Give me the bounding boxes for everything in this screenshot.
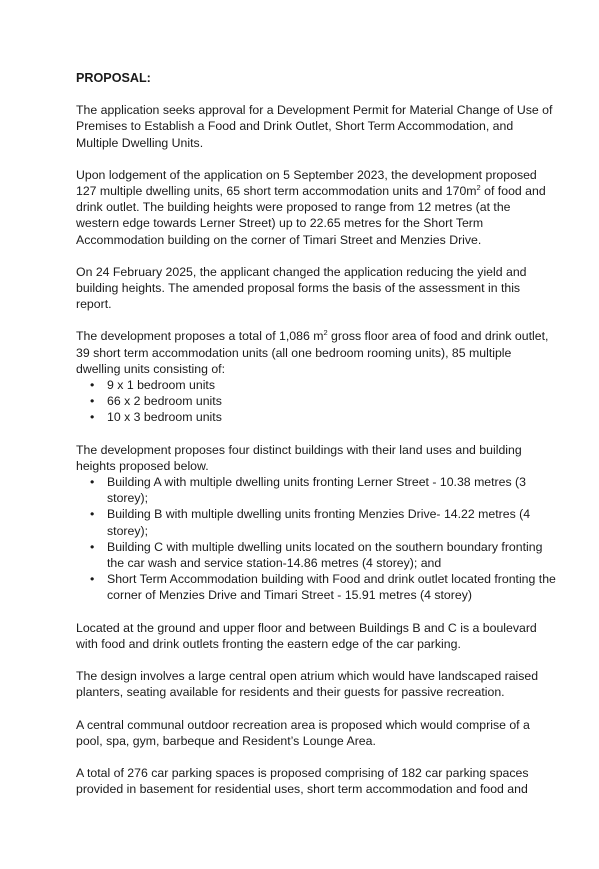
document-page [76, 70, 556, 813]
unit-mix-list [76, 377, 556, 426]
paragraph-boulevard: Located at the ground and upper floor and between Buildings B and C is a boulevard with food and drink outlets fronting the eastern edge of the car parking. [76, 620, 537, 651]
paragraph-atrium: The design involves a large central open atrium which would have landscaped raised planters, seating available for residents and their guests for passive recreation. [76, 669, 539, 700]
paragraph-application-summary: The application seeks approval for a Development Permit for Material Change of Use of Premises to Establish a Food and Drink Outlet, Short Term Accommodation, and Multiple Dwelling Units. [76, 103, 553, 150]
list-item: • 9 x 1 bedroom units [76, 377, 556, 393]
paragraph-text: of food and drink outlet. The building heights were proposed to range from 12 metres (at the western edge towards Lerner Street) up to 22.65 metres for the Short Term Accommodation building on the corner of Timari Street and Menzies Drive. [76, 184, 546, 247]
building-list [76, 474, 556, 604]
list-item: • 66 x 2 bedroom units [76, 393, 556, 409]
paragraph-buildings-intro: The development proposes four distinct buildings with their land uses and building heights proposed below. [76, 442, 522, 473]
paragraph-text: Upon lodgement of the application on 5 September 2023, the development proposed 127 multiple dwelling units, 65 short term accommodation units and 170m [76, 167, 537, 199]
list-item: • Short Term Accommodation building with Food and drink outlet located fronting the corner of Menzies Drive and Timari Street - 15.91 metres (4 storey) [76, 571, 556, 603]
list-item: • Building A with multiple dwelling units fronting Lerner Street - 10.38 metres (3 storey); [76, 474, 556, 506]
paragraph-recreation-area: A central communal outdoor recreation area is proposed which would comprise of a pool, spa, gym, barbeque and Resident’s Lounge Area. [76, 717, 530, 748]
list-item: • 10 x 3 bedroom units [76, 409, 556, 425]
list-item: • Building B with multiple dwelling units fronting Menzies Drive- 14.22 metres (4 storey); [76, 506, 556, 538]
section-heading: PROPOSAL: [76, 71, 151, 85]
paragraph-amended-application: On 24 February 2025, the applicant changed the application reducing the yield and building heights. The amended proposal forms the basis of the assessment in this report. [76, 264, 527, 312]
paragraph-text: The development proposes a total of 1,086 m [76, 329, 324, 344]
paragraph-car-parking: A total of 276 car parking spaces is proposed comprising of 182 car parking spaces provided in basement for residential uses, short term accommodation and food and [76, 765, 529, 797]
superscript-2: 2 [323, 328, 328, 338]
superscript-2: 2 [476, 183, 481, 193]
paragraph-development-total [76, 328, 556, 377]
list-item: • Building C with multiple dwelling units located on the southern boundary fronting the car wash and service station-14.86 metres (4 storey); and [76, 539, 556, 571]
paragraph-text: gross floor area of food and drink outlet, 39 short term accommodation units (all one bedroom rooming units), 85 multiple dwelling units consisting of: [76, 329, 549, 376]
paragraph-original-lodgement [76, 167, 556, 248]
